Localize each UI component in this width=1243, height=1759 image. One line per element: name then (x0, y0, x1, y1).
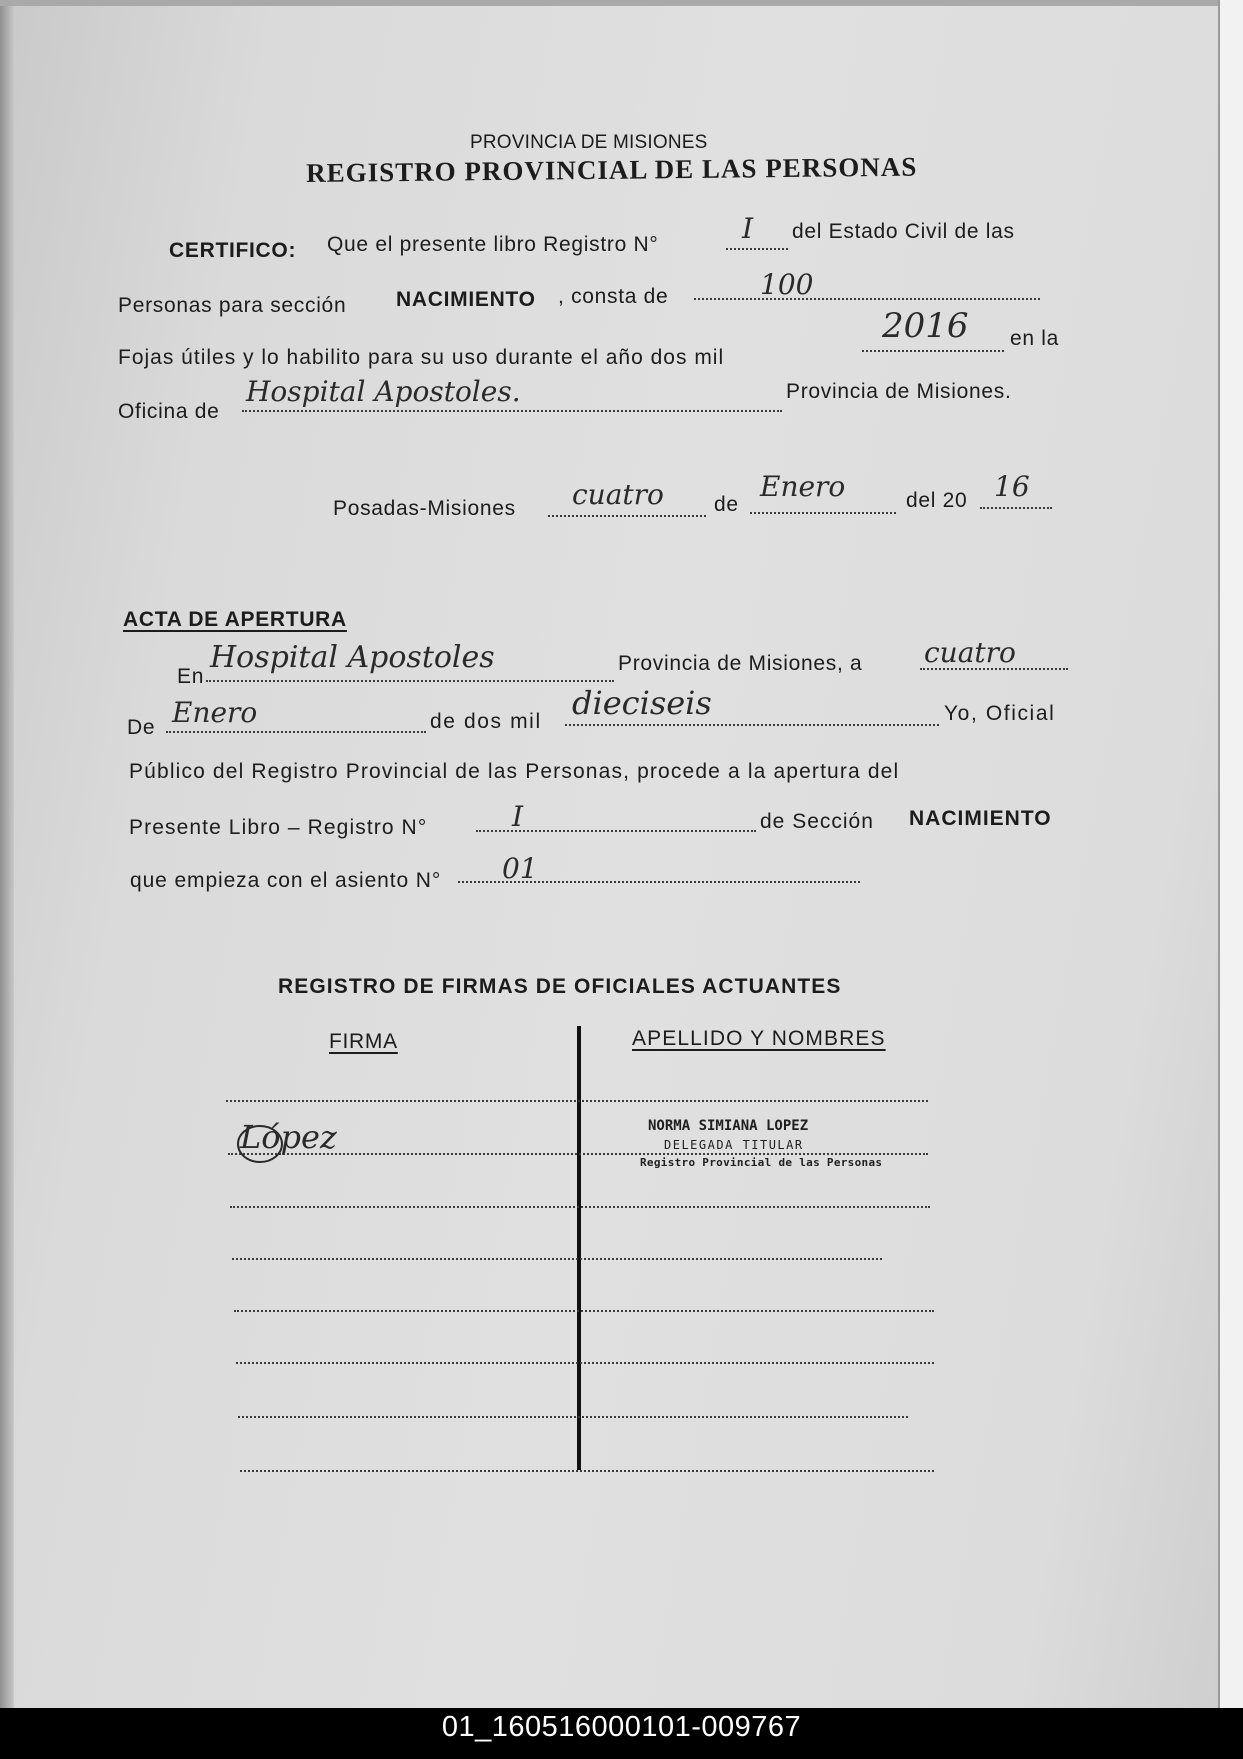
handwritten-fojas: 100 (760, 268, 814, 301)
column-divider (577, 1026, 581, 1470)
dotted-fill (726, 248, 788, 250)
certifico-line1-end: del Estado Civil de las (792, 220, 1015, 243)
acta-line2-end: Yo, Oficial (944, 702, 1056, 725)
date-year-prefix: del 20 (906, 489, 968, 512)
dotted-fill (862, 350, 1004, 352)
signature-row-line (234, 1310, 934, 1312)
acta-line2-middle: de dos mil (430, 710, 542, 733)
registry-heading: REGISTRO PROVINCIAL DE LAS PERSONAS (306, 151, 918, 188)
certifico-line4-text: Oficina de (118, 400, 220, 423)
stamp-name: NORMA SIMIANA LOPEZ (648, 1118, 809, 1134)
dotted-fill (565, 724, 939, 726)
dotted-fill (750, 512, 896, 514)
handwritten-register-number: I (742, 212, 754, 245)
page-right-margin (1218, 0, 1243, 1708)
signature-row-line (230, 1206, 930, 1208)
handwritten-day-2: cuatro (924, 636, 1016, 669)
acta-line1-text: En (177, 665, 205, 688)
signatures-title: REGISTRO DE FIRMAS DE OFICIALES ACTUANTES (278, 975, 842, 998)
signature-row-line (238, 1416, 908, 1418)
certifico-line2-text: Personas para sección (118, 294, 347, 317)
handwritten-day: cuatro (572, 478, 664, 511)
dotted-fill (206, 680, 614, 682)
certifico-line4-end: Provincia de Misiones. (786, 380, 1012, 403)
acta-line4-text: Presente Libro – Registro N° (129, 816, 428, 839)
acta-line4-middle: de Sección (760, 810, 874, 833)
dotted-fill (242, 410, 782, 412)
signature-row-line (226, 1100, 928, 1102)
document-id: 01_160516000101-009767 (441, 1711, 802, 1743)
date-de-label: de (714, 493, 739, 516)
acta-line5-text: que empieza con el asiento N° (130, 869, 442, 892)
acta-line1-middle: Provincia de Misiones, a (618, 652, 863, 675)
page-left-shadow (0, 0, 14, 1708)
dotted-fill (548, 515, 706, 517)
dotted-fill (980, 507, 1052, 509)
province-heading: PROVINCIA DE MISIONES (470, 132, 708, 153)
stamp-role: DELEGADA TITULAR (664, 1138, 804, 1152)
certifico-line1-text: Que el presente libro Registro N° (327, 233, 659, 256)
handwritten-oficina: Hospital Apostoles. (246, 375, 521, 408)
handwritten-month: Enero (760, 470, 846, 503)
handwritten-asiento: 01 (502, 852, 538, 885)
signature-flourish (232, 1114, 292, 1174)
handwritten-year-suffix: 16 (994, 470, 1030, 503)
acta-line2-text: De (127, 716, 156, 739)
column-apellido-nombres: APELLIDO Y NOMBRES (632, 1027, 886, 1050)
seccion-nacimiento: NACIMIENTO (396, 288, 536, 311)
handwritten-register-number-2: I (512, 800, 524, 833)
handwritten-month-2: Enero (172, 696, 258, 729)
certifico-line3-text: Fojas útiles y lo habilito para su uso durante el año dos mil (118, 346, 725, 369)
certifico-line3-end: en la (1010, 327, 1060, 350)
stamp-office: Registro Provincial de las Personas (640, 1156, 883, 1169)
signature-row-line (240, 1470, 934, 1472)
handwritten-year: 2016 (882, 306, 969, 346)
acta-line3-text: Público del Registro Provincial de las Personas, procede a la apertura del (129, 760, 900, 783)
certifico-consta: , consta de (558, 285, 669, 308)
signature-row-line (236, 1362, 934, 1364)
dotted-fill (166, 731, 426, 733)
place-label: Posadas-Misiones (333, 497, 516, 520)
acta-title: ACTA DE APERTURA (123, 608, 347, 631)
signature-row-line (232, 1258, 882, 1260)
seccion-nacimiento-2: NACIMIENTO (909, 807, 1052, 830)
dotted-fill (694, 298, 1040, 300)
column-firma: FIRMA (329, 1030, 398, 1053)
handwritten-hospital: Hospital Apostoles (210, 640, 495, 675)
handwritten-year-words: dieciseis (572, 684, 712, 722)
handwritten-signature: López (240, 1118, 337, 1156)
page-top-shadow (0, 0, 1218, 6)
certifico-label: CERTIFICO: (169, 239, 297, 262)
